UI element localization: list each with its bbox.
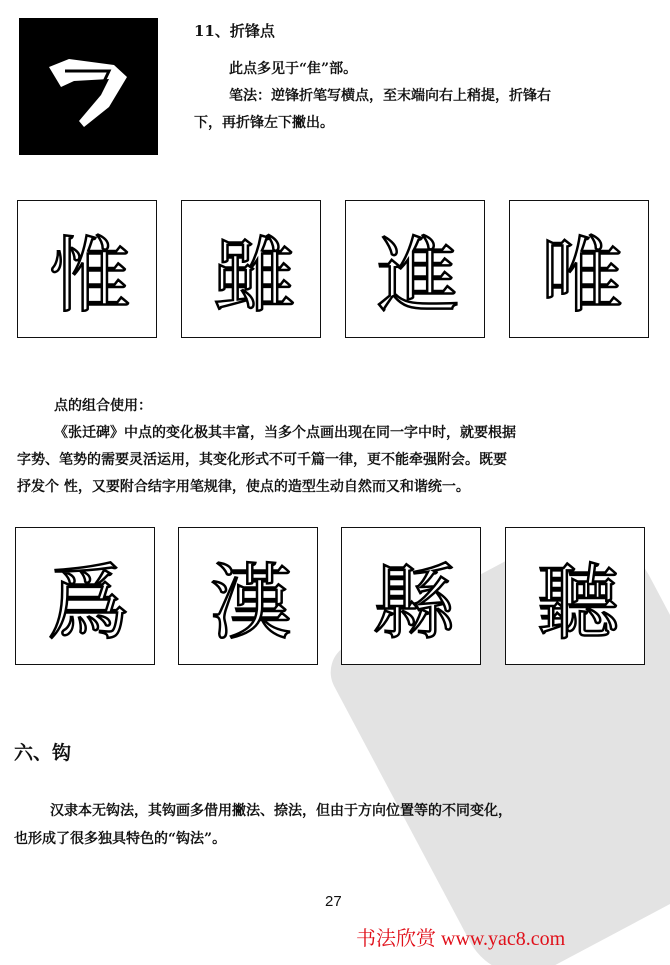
subsection-title: 点的组合使用： <box>54 398 152 414</box>
zhefeng-dot-icon <box>39 37 139 137</box>
example-character: 爲 <box>46 555 123 651</box>
example-character: 唯 <box>540 228 617 324</box>
paragraph-line: 字势、笔势的需要灵活运用，其变化形式不可千篇一律，更不能牵强附会。既要 <box>17 452 507 468</box>
example-character-box <box>15 527 155 665</box>
section-heading: 六、钩 <box>14 742 72 764</box>
example-character-box <box>178 527 318 665</box>
paragraph-line: 笔法：逆锋折笔写横点，至末端向右上稍提，折锋右 <box>229 88 551 104</box>
example-character: 聽 <box>536 555 613 651</box>
example-character-box <box>509 200 649 338</box>
stroke-illustration <box>19 18 158 155</box>
example-character: 進 <box>376 228 453 324</box>
example-character-box <box>341 527 481 665</box>
example-character-box <box>505 527 645 665</box>
paragraph-line: 《张迁碑》中点的变化极其丰富，当多个点画出现在同一字中时，就要根据 <box>54 425 516 441</box>
paragraph-line: 此点多见于“隹”部。 <box>229 61 358 77</box>
example-character-box <box>17 200 157 338</box>
example-character: 縣 <box>372 555 449 651</box>
example-character: 漢 <box>209 555 286 651</box>
paragraph-line: 也形成了很多独具特色的“钩法”。 <box>14 831 227 847</box>
page-number: 27 <box>325 893 342 910</box>
paragraph-line: 汉隶本无钩法，其钩画多借用撇法、捺法，但由于方向位置等的不同变化， <box>50 803 512 819</box>
example-character: 雖 <box>212 228 289 324</box>
example-character: 惟 <box>48 228 125 324</box>
example-character-box <box>345 200 485 338</box>
example-character-box <box>181 200 321 338</box>
site-watermark-text: 书法欣赏 www.yac8.com <box>356 928 566 950</box>
paragraph-line: 下，再折锋左下撇出。 <box>194 115 334 131</box>
paragraph-line: 抒发个 性，又要附合结字用笔规律，使点的造型生动自然而又和谐统一。 <box>17 479 470 495</box>
section-title: 11、折锋点 <box>194 22 275 40</box>
